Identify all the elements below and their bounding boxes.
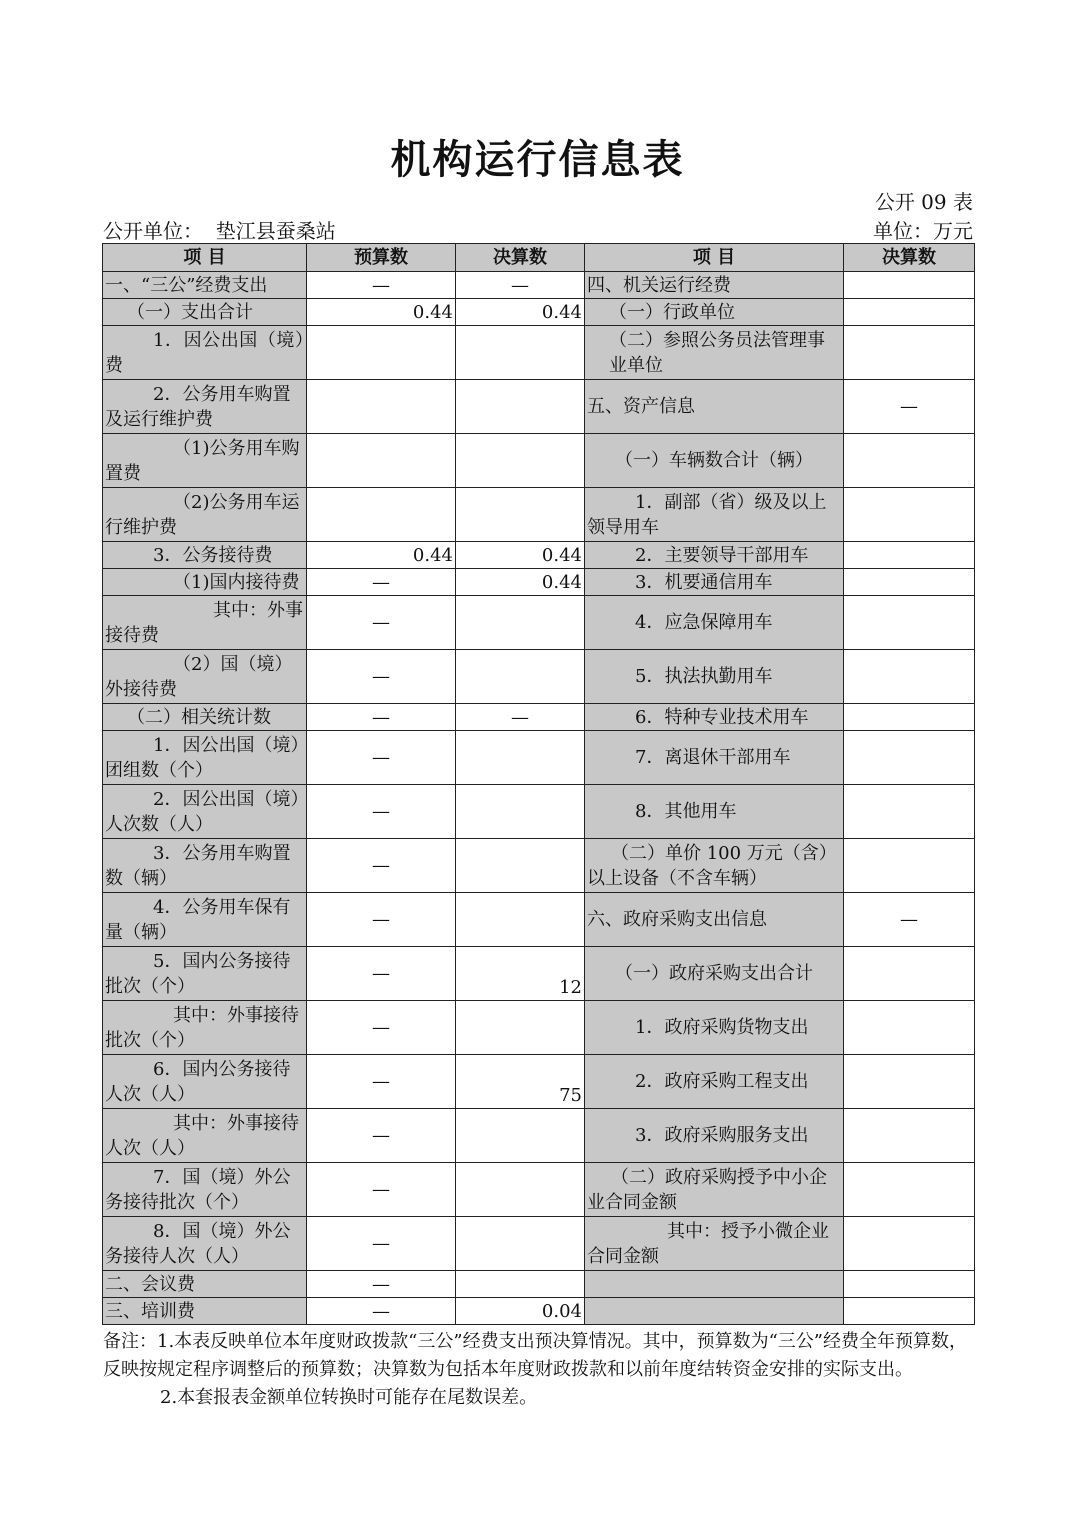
page-title: 机构运行信息表: [390, 137, 685, 183]
left-item: 4．公务用车保有量（辆）: [103, 893, 307, 947]
table-row: [103, 1109, 975, 1163]
right-item: 4．应急保障用车: [585, 596, 844, 650]
final-cell: 0.44: [456, 299, 585, 326]
unit-label: 公开单位：: [103, 219, 203, 243]
info-table: [102, 243, 975, 1325]
left-item: （二）相关统计数: [103, 704, 307, 731]
table-row: [103, 1298, 975, 1325]
budget-cell: —: [307, 1271, 456, 1298]
right-value-cell: [844, 596, 975, 650]
left-item: 2．公务用车购置及运行维护费: [103, 380, 307, 434]
budget-cell: 0.44: [307, 299, 456, 326]
budget-cell: 0.44: [307, 542, 456, 569]
table-header-row: [103, 244, 975, 272]
final-cell: [456, 488, 585, 542]
budget-cell: [307, 488, 456, 542]
left-item: （2)公务用车运行维护费: [103, 488, 307, 542]
final-cell: [456, 1109, 585, 1163]
right-value-cell: —: [844, 380, 975, 434]
left-item: （2）国（境）外接待费: [103, 650, 307, 704]
right-item: 六、政府采购支出信息: [585, 893, 844, 947]
right-value-cell: [844, 1001, 975, 1055]
right-value-cell: [844, 299, 975, 326]
header-final-2: 决算数: [844, 244, 975, 272]
final-cell: [456, 650, 585, 704]
budget-cell: —: [307, 650, 456, 704]
right-item: 3．政府采购服务支出: [585, 1109, 844, 1163]
table-row: [103, 704, 975, 731]
right-item: 3．机要通信用车: [585, 569, 844, 596]
table-row: [103, 947, 975, 1001]
left-item: 1．因公出国（境）团组数（个）: [103, 731, 307, 785]
table-row: [103, 1055, 975, 1109]
final-cell: 0.44: [456, 569, 585, 596]
final-cell: [456, 1271, 585, 1298]
budget-cell: [307, 326, 456, 380]
right-item: 2．主要领导干部用车: [585, 542, 844, 569]
right-value-cell: [844, 1055, 975, 1109]
left-item: 8．国（境）外公务接待人次（人）: [103, 1217, 307, 1271]
final-cell: [456, 731, 585, 785]
left-item: 3．公务接待费: [103, 542, 307, 569]
table-row: [103, 542, 975, 569]
budget-cell: —: [307, 569, 456, 596]
right-item: 5．执法执勤用车: [585, 650, 844, 704]
budget-cell: —: [307, 1217, 456, 1271]
left-item: 7．国（境）外公务接待批次（个）: [103, 1163, 307, 1217]
table-row: [103, 893, 975, 947]
left-item: （1)国内接待费: [103, 569, 307, 596]
budget-cell: —: [307, 947, 456, 1001]
final-cell: [456, 785, 585, 839]
note-line-1: 备注：1.本表反映单位本年度财政拨款“三公”经费支出预决算情况。其中，预算数为“三公”经费全年预算数，反映按规定程序调整后的预算数；决算数为包括本年度财政拨款和以前年度结转资金安排的实际支出。: [103, 1331, 967, 1380]
table-row: [103, 380, 975, 434]
budget-cell: [307, 380, 456, 434]
right-item: 7．离退休干部用车: [585, 731, 844, 785]
right-item: （二）单价 100 万元（含）以上设备（不含车辆）: [585, 839, 844, 893]
table-row: [103, 488, 975, 542]
final-cell: [456, 1163, 585, 1217]
header-item: 项 目: [103, 244, 307, 272]
left-item: 其中：外事接待批次（个）: [103, 1001, 307, 1055]
table-row: [103, 272, 975, 299]
notes: [103, 1328, 975, 1412]
right-value-cell: [844, 731, 975, 785]
left-item: 3．公务用车购置数（辆）: [103, 839, 307, 893]
table-row: [103, 569, 975, 596]
final-cell: 0.04: [456, 1298, 585, 1325]
unit-name: 垫江县蚕桑站: [215, 219, 336, 243]
right-value-cell: [844, 1271, 975, 1298]
right-item: 1．副部（省）级及以上领导用车: [585, 488, 844, 542]
budget-cell: —: [307, 272, 456, 299]
right-item: 四、机关运行经费: [585, 272, 844, 299]
final-cell: —: [456, 272, 585, 299]
right-value-cell: [844, 1163, 975, 1217]
header-budget: 预算数: [307, 244, 456, 272]
budget-cell: —: [307, 596, 456, 650]
note-line-2: 2.本套报表金额单位转换时可能存在尾数误差。: [160, 1387, 538, 1408]
left-item: 1．因公出国（境）费: [103, 326, 307, 380]
left-item: （1)公务用车购置费: [103, 434, 307, 488]
left-item: 三、培训费: [103, 1298, 307, 1325]
right-item: [585, 1298, 844, 1325]
right-item: （二）政府采购授予中小企业合同金额: [585, 1163, 844, 1217]
right-value-cell: —: [844, 893, 975, 947]
table-row: [103, 1271, 975, 1298]
right-item: 6．特种专业技术用车: [585, 704, 844, 731]
final-cell: [456, 893, 585, 947]
budget-cell: —: [307, 839, 456, 893]
table-row: [103, 785, 975, 839]
table-row: [103, 299, 975, 326]
budget-cell: —: [307, 704, 456, 731]
left-item: 5．国内公务接待批次（个）: [103, 947, 307, 1001]
currency-unit: 单位：万元: [873, 219, 973, 243]
budget-cell: —: [307, 731, 456, 785]
table-row: [103, 1001, 975, 1055]
final-cell: [456, 1001, 585, 1055]
left-item: 其中：外事接待人次（人）: [103, 1109, 307, 1163]
header-item-2: 项 目: [585, 244, 844, 272]
final-cell: [456, 839, 585, 893]
right-value-cell: [844, 434, 975, 488]
table-row: [103, 1217, 975, 1271]
right-value-cell: [844, 326, 975, 380]
final-cell: 0.44: [456, 542, 585, 569]
left-item: 二、会议费: [103, 1271, 307, 1298]
budget-cell: —: [307, 1163, 456, 1217]
form-number: 公开 09 表: [874, 190, 973, 214]
header-final: 决算数: [456, 244, 585, 272]
right-item: 其中：授予小微企业合同金额: [585, 1217, 844, 1271]
table-row: [103, 326, 975, 380]
left-item: （一）支出合计: [103, 299, 307, 326]
right-value-cell: [844, 785, 975, 839]
final-cell: [456, 380, 585, 434]
final-cell: —: [456, 704, 585, 731]
right-value-cell: [844, 569, 975, 596]
left-item: 一、“三公”经费支出: [103, 272, 307, 299]
left-item: 6．国内公务接待人次（人）: [103, 1055, 307, 1109]
budget-cell: —: [307, 1055, 456, 1109]
right-value-cell: [844, 839, 975, 893]
final-cell: [456, 326, 585, 380]
right-item: 2．政府采购工程支出: [585, 1055, 844, 1109]
final-cell: 12: [456, 947, 585, 1001]
right-item: （二）参照公务员法管理事业单位: [585, 326, 844, 380]
right-item: [585, 1271, 844, 1298]
right-item: 8．其他用车: [585, 785, 844, 839]
final-cell: 75: [456, 1055, 585, 1109]
right-item: 五、资产信息: [585, 380, 844, 434]
right-value-cell: [844, 704, 975, 731]
final-cell: [456, 434, 585, 488]
right-value-cell: [844, 947, 975, 1001]
right-value-cell: [844, 488, 975, 542]
table-row: [103, 839, 975, 893]
right-value-cell: [844, 272, 975, 299]
right-value-cell: [844, 650, 975, 704]
right-item: （一）车辆数合计（辆）: [585, 434, 844, 488]
budget-cell: —: [307, 1109, 456, 1163]
left-item: 2．因公出国（境）人次数（人）: [103, 785, 307, 839]
table-row: [103, 650, 975, 704]
table-row: [103, 731, 975, 785]
reporting-unit: [103, 215, 336, 244]
table-row: [103, 1163, 975, 1217]
budget-cell: —: [307, 1001, 456, 1055]
right-value-cell: [844, 1109, 975, 1163]
budget-cell: [307, 434, 456, 488]
table-row: [103, 434, 975, 488]
right-value-cell: [844, 1298, 975, 1325]
budget-cell: —: [307, 893, 456, 947]
budget-cell: —: [307, 785, 456, 839]
budget-cell: —: [307, 1298, 456, 1325]
left-item: 其中：外事接待费: [103, 596, 307, 650]
final-cell: [456, 596, 585, 650]
table-row: [103, 596, 975, 650]
final-cell: [456, 1217, 585, 1271]
right-item: 1．政府采购货物支出: [585, 1001, 844, 1055]
right-item: （一）政府采购支出合计: [585, 947, 844, 1001]
right-value-cell: [844, 542, 975, 569]
right-item: （一）行政单位: [585, 299, 844, 326]
right-value-cell: [844, 1217, 975, 1271]
